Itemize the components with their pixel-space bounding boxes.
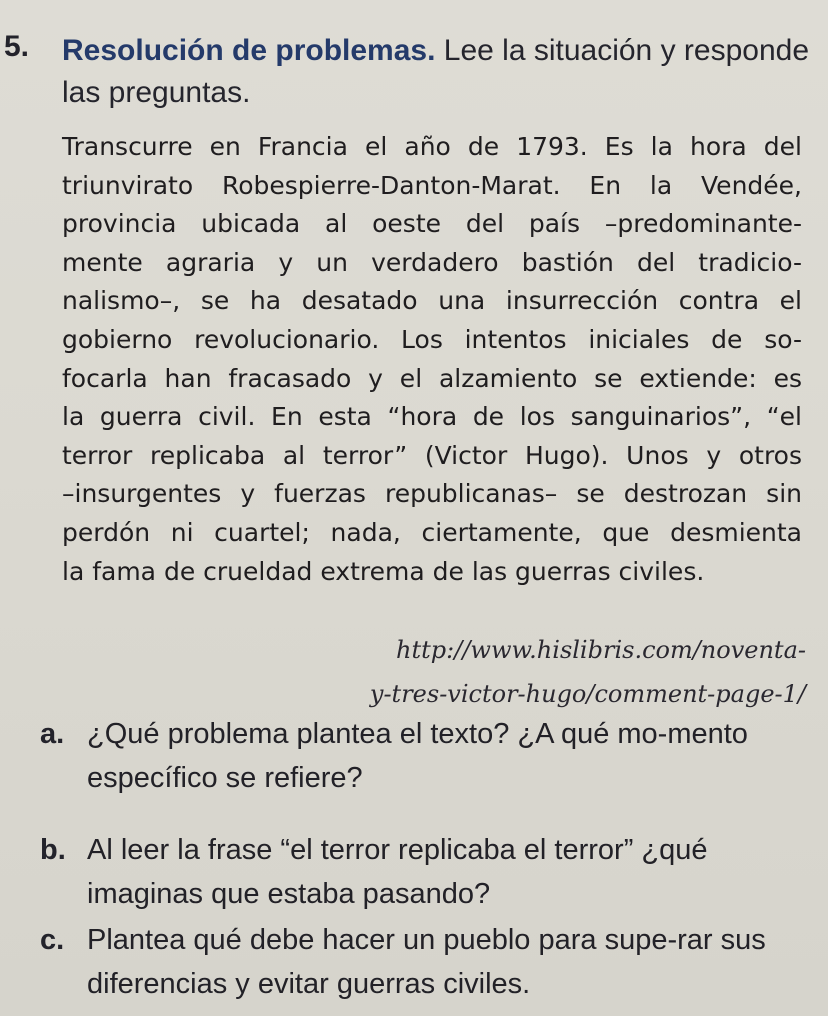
- source-line: http://www.hislibris.com/noventa-: [396, 636, 806, 664]
- question-b: [40, 828, 817, 916]
- passage-line: la guerra civil. En esta “hora de los sanguinarios”, “el: [62, 402, 802, 432]
- passage-line: –insurgentes y fuerzas republicanas– se destrozan sin: [62, 479, 802, 509]
- question-a: [40, 712, 817, 800]
- passage-line: provincia ubicada al oeste del país –predominante-: [62, 209, 802, 239]
- source-citation: [286, 628, 806, 716]
- exercise-number: 5.: [4, 30, 30, 63]
- question-c: [40, 918, 817, 1006]
- question-letter: a.: [40, 718, 65, 750]
- passage-line: triunvirato Robespierre-Danton-Marat. En la Vendée,: [62, 170, 802, 200]
- source-line: y-tres-victor-hugo/comment-page-1/: [369, 680, 806, 708]
- question-text: Plantea qué debe hacer un pueblo para supe-rar sus diferencias y evitar guerras civiles.: [87, 924, 766, 1000]
- passage-line: focarla han fracasado y el alzamiento se extiende: es: [62, 363, 802, 393]
- exercise-title: Resolución de problemas.: [62, 34, 436, 67]
- exercise-heading: [62, 30, 814, 114]
- passage-line: perdón ni cuartel; nada, ciertamente, que desmienta: [62, 517, 802, 547]
- question-letter: b.: [40, 834, 66, 866]
- passage-line: nalismo–, se ha desatado una insurrección contra el: [62, 286, 802, 316]
- question-text: ¿Qué problema plantea el texto? ¿A qué mo-mento específico se refiere?: [87, 718, 748, 794]
- passage-line: Transcurre en Francia el año de 1793. Es la hora del: [62, 132, 802, 161]
- passage-line: gobierno revolucionario. Los intentos iniciales de so-: [62, 324, 802, 354]
- question-letter: c.: [40, 924, 65, 956]
- passage-line: la fama de crueldad extrema de las guerras civiles.: [62, 556, 705, 586]
- passage-line: mente agraria y un verdadero bastión del tradicio-: [62, 247, 802, 277]
- exercise-instruction: Lee la situación y responde las preguntas.: [62, 34, 810, 109]
- passage-line: terror replicaba al terror” (Victor Hugo). Unos y otros: [62, 440, 802, 470]
- reading-passage: [62, 128, 802, 591]
- question-text: Al leer la frase “el terror replicaba el terror” ¿qué imaginas que estaba pasando?: [87, 834, 708, 910]
